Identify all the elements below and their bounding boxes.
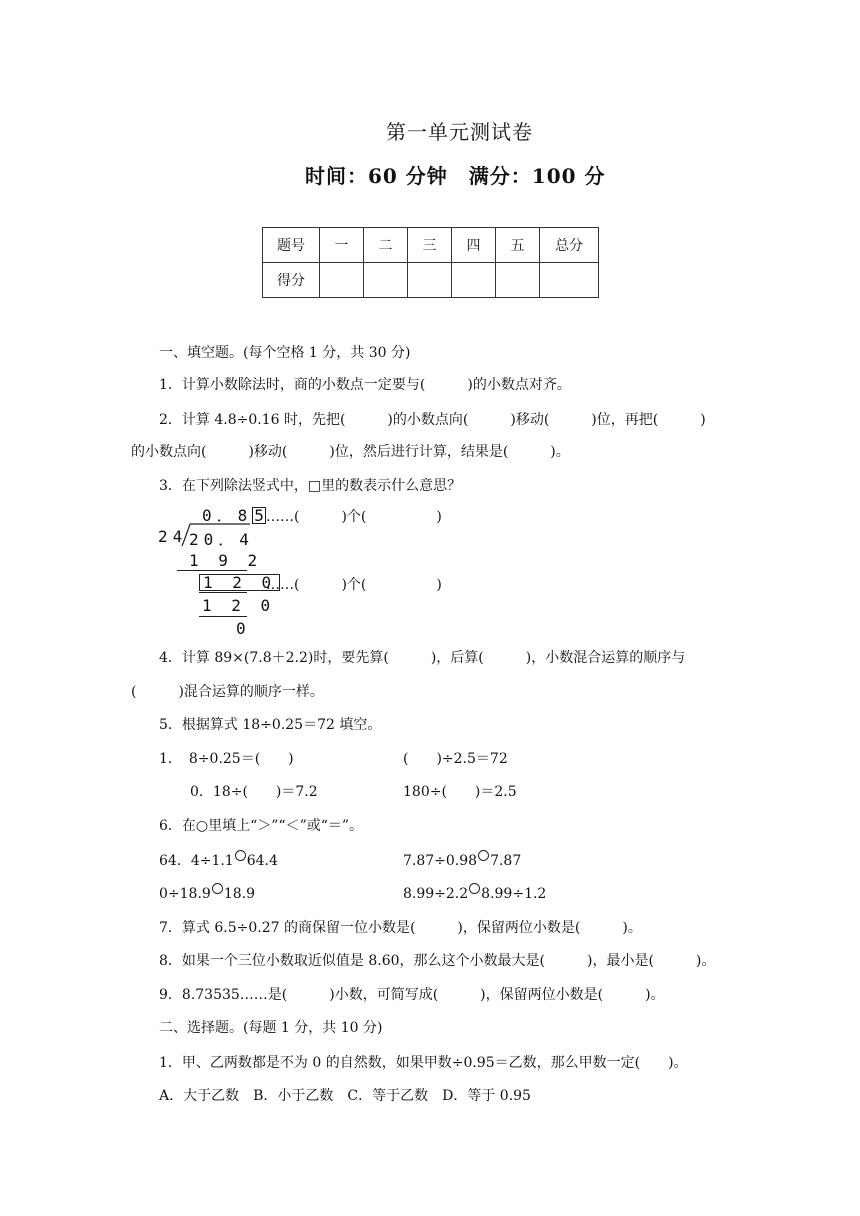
division-rule-1 bbox=[177, 570, 247, 571]
division-annotation-2: ……( )个( ) bbox=[266, 577, 442, 593]
question-1-5-b: ( )÷2.5＝72 bbox=[403, 751, 508, 767]
division-rule-3 bbox=[199, 616, 247, 617]
score-table-header-row bbox=[263, 228, 599, 263]
question-1-6-b bbox=[403, 850, 521, 869]
score-header-cell: 三 bbox=[408, 228, 452, 263]
question-1-6-a bbox=[159, 850, 278, 870]
score-table-score-row bbox=[263, 263, 599, 298]
division-divisor: 24 bbox=[158, 527, 188, 546]
question-1-5-d: 180÷( )＝2.5 bbox=[403, 784, 517, 800]
compare-right: 64.4 bbox=[246, 853, 278, 869]
section-2-heading: 二、选择题。(每题 1 分，共 10 分) bbox=[159, 1020, 383, 1036]
division-annotation-1: ……( )个( ) bbox=[266, 509, 442, 525]
division-row-3: 1 2 0 bbox=[202, 596, 276, 615]
compare-left: 0÷18.9 bbox=[159, 886, 211, 902]
question-1-1: 1．计算小数除法时，商的小数点一定要与( )的小数点对齐。 bbox=[159, 377, 571, 393]
score-cell bbox=[320, 263, 364, 298]
question-1-3: 3．在下列除法竖式中，□里的数表示什么意思？ bbox=[159, 478, 462, 494]
question-1-4-line1: 4．计算 89×(7.8＋2.2)时，要先算( )，后算( )，小数混合运算的顺序与 bbox=[159, 650, 686, 666]
division-rule-2 bbox=[199, 592, 247, 593]
quotient-digits: 0．8 bbox=[202, 506, 253, 525]
score-table bbox=[262, 227, 599, 298]
compare-right: 8.99÷1.2 bbox=[481, 886, 547, 902]
score-header-cell: 五 bbox=[496, 228, 540, 263]
compare-right: 7.87 bbox=[490, 853, 522, 869]
section-1-heading: 一、填空题。(每个空格 1 分，共 30 分) bbox=[159, 345, 411, 361]
question-1-5: 5．根据算式 18÷0.25＝72 填空。 bbox=[159, 717, 382, 733]
question-2-1: 1．甲、乙两数都是不为 0 的自然数，如果甲数÷0.95＝乙数，那么甲数一定( )。 bbox=[159, 1055, 688, 1071]
question-1-6-c bbox=[159, 883, 255, 902]
compare-circle-icon bbox=[469, 883, 480, 894]
page-subtitle: 时间：60 分钟 满分：100 分 bbox=[305, 164, 606, 188]
division-boxed-number: 1 2 0 bbox=[199, 574, 280, 591]
score-cell bbox=[452, 263, 496, 298]
question-1-9: 9．8.73535……是( )小数，可简写成( )，保留两位小数是( )。 bbox=[159, 987, 665, 1003]
compare-left: 7.87÷0.98 bbox=[403, 853, 478, 869]
score-header-cell: 总分 bbox=[540, 228, 599, 263]
score-cell bbox=[496, 263, 540, 298]
score-header-cell: 四 bbox=[452, 228, 496, 263]
question-1-2-line1: 2．计算 4.8÷0.16 时，先把( )的小数点向( )移动( )位，再把( ) bbox=[159, 412, 706, 428]
score-cell bbox=[540, 263, 599, 298]
score-cell bbox=[408, 263, 452, 298]
question-1-4-line2: ( )混合运算的顺序一样。 bbox=[131, 684, 324, 700]
compare-circle-icon bbox=[235, 850, 246, 861]
division-remainder: 0 bbox=[236, 619, 251, 638]
division-row-1: 1 9 2 bbox=[189, 551, 263, 570]
compare-right: 18.9 bbox=[223, 886, 255, 902]
quotient-boxed-digit: 5 bbox=[254, 506, 264, 525]
score-row-label: 得分 bbox=[263, 263, 320, 298]
score-header-cell: 二 bbox=[364, 228, 408, 263]
question-1-5-c: 0．18÷( )＝7.2 bbox=[190, 784, 318, 800]
question-1-6-d bbox=[403, 883, 546, 902]
compare-left: 8.99÷2.2 bbox=[403, 886, 469, 902]
compare-left: 64．4÷1.1 bbox=[159, 853, 234, 869]
score-header-cell: 题号 bbox=[263, 228, 320, 263]
page-title: 第一单元测试卷 bbox=[386, 120, 533, 144]
question-1-7: 7．算式 6.5÷0.27 的商保留一位小数是( )，保留两位小数是( )。 bbox=[159, 920, 642, 936]
question-1-2-line2: 的小数点向( )移动( )位，然后进行计算，结果是( )。 bbox=[131, 444, 570, 460]
question-1-6: 6．在○里填上“＞”“＜”或“＝”。 bbox=[159, 818, 364, 834]
question-2-1-options: A．大于乙数 B．小于乙数 C．等于乙数 D．等于 0.95 bbox=[159, 1088, 531, 1104]
score-cell bbox=[364, 263, 408, 298]
question-1-8: 8．如果一个三位小数取近似值是 8.60，那么这个小数最大是( )，最小是( )。 bbox=[159, 953, 716, 969]
score-header-cell: 一 bbox=[320, 228, 364, 263]
compare-circle-icon bbox=[212, 883, 223, 894]
division-dividend: 20．4 bbox=[189, 530, 254, 549]
question-1-5-a: 1． 8÷0.25＝( ) bbox=[159, 751, 294, 767]
compare-circle-icon bbox=[478, 850, 489, 861]
